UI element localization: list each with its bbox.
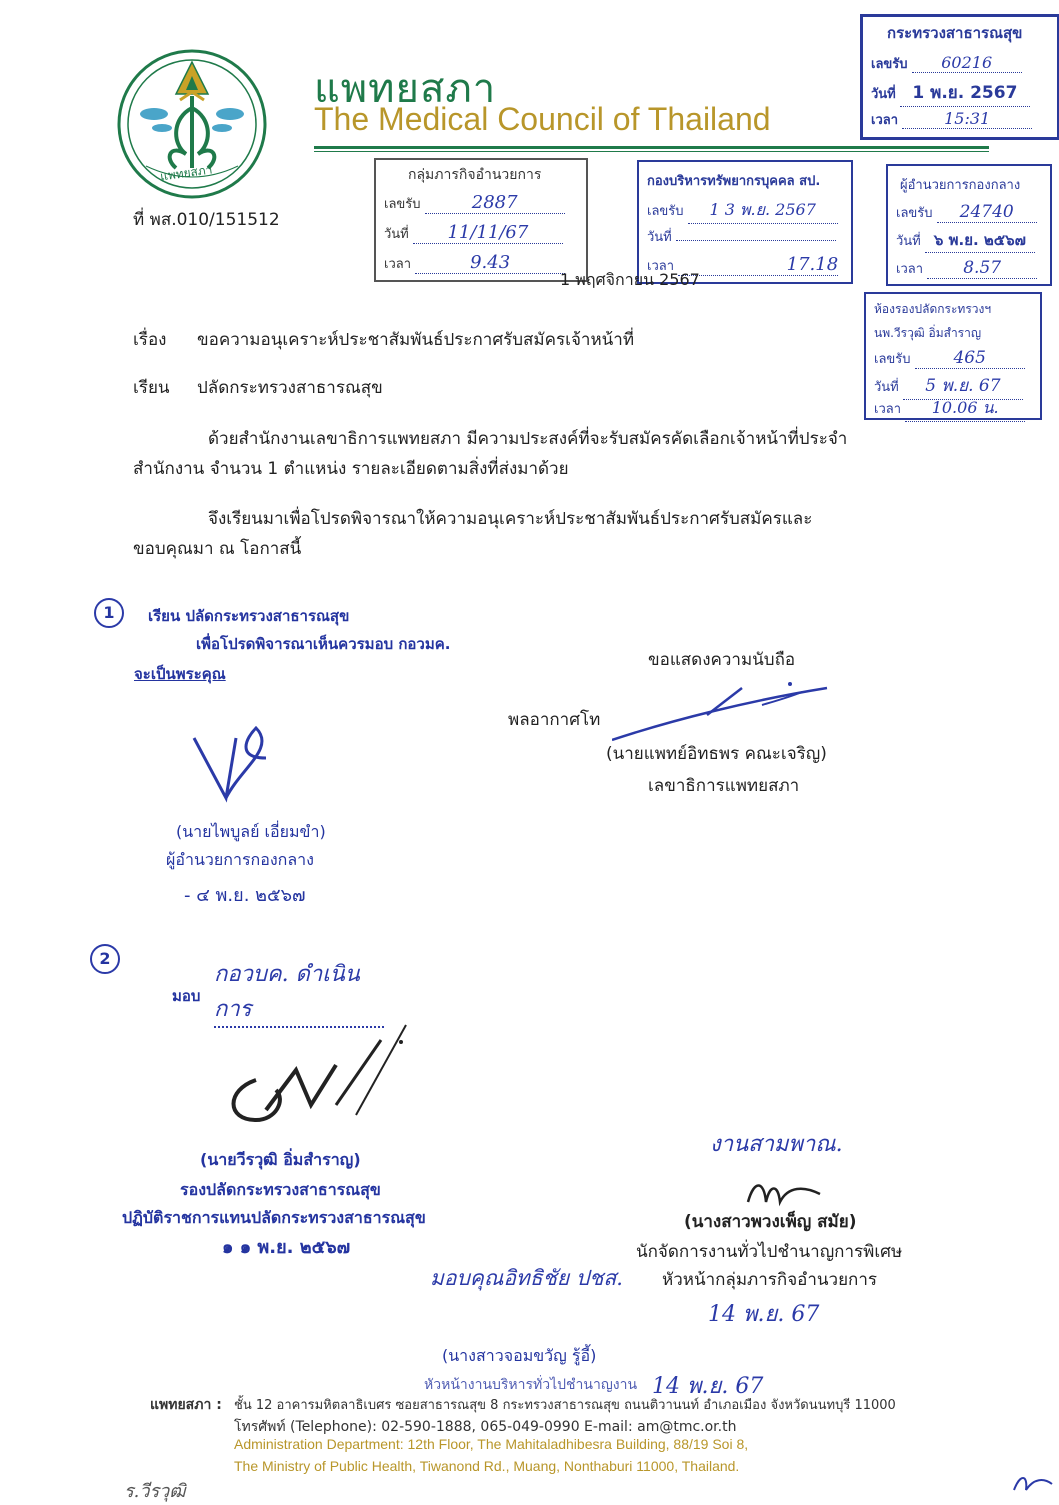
footer-address-thai: ชั้น 12 อาคารมหิตลาธิเบศร ซอยสาธารณสุข 8 กระทรวงสาธารณสุข ถนนติวานนท์ อำเภอเมือง จังหวัดนนทบุรี 11000 [234, 1398, 896, 1413]
closing-regards: ขอแสดงความนับถือ [648, 650, 796, 670]
stamp-received-row: เลขรับ 60216 [871, 53, 1022, 74]
stamp-received-row: เลขรับ 1 3 พ.ย. 2567 [647, 198, 838, 224]
margin-initials [1010, 1470, 1056, 1502]
note-3-position: นักจัดการงานทั่วไปชำนาญการพิเศษ [636, 1242, 903, 1262]
org-name-english: The Medical Council of Thailand [314, 101, 771, 137]
note-2-marker: 2 [90, 944, 120, 974]
stamp-time-row: เวลา 9.43 [384, 252, 565, 274]
central-division-stamp [886, 164, 1052, 286]
stamp-received-row: เลขรับ 2887 [384, 192, 565, 214]
stamp-time-row: เวลา 10.06 น. [874, 396, 1025, 422]
stamp-title: กระทรวงสาธารณสุข [887, 24, 1023, 42]
org-name-thai: แพทยสภา [314, 66, 497, 112]
body-paragraph-1-line-2: สำนักงาน จำนวน 1 ตำแหน่ง รายละเอียดตามสิ่งที่ส่งมาด้วย [133, 459, 569, 479]
stamp-date-row: วันที่ [647, 226, 836, 247]
note-1-position: ผู้อำนวยการกองกลาง [166, 850, 314, 869]
note-1-line-3: จะเป็นพระคุณ [134, 665, 226, 683]
stamp-date-row: วันที่ 11/11/67 [384, 222, 563, 244]
stamp-time-row: เวลา 15:31 [871, 109, 1032, 130]
deputy-signature [216, 1020, 416, 1134]
stamp-date-row: วันที่ ๖ พ.ย. ๒๕๖๗ [896, 228, 1035, 253]
note-1-line-1: เรียน ปลัดกระทรวงสาธารณสุข [148, 607, 350, 625]
stamp-title: กลุ่มภารกิจอำนวยการ [408, 167, 542, 183]
seal-text: แพทยสภา [159, 162, 214, 184]
footer-label: แพทยสภา : [150, 1397, 222, 1413]
note-3-name: (นางสาวพวงเพ็ญ สมัย) [684, 1212, 857, 1232]
stamp-received-row: เลขรับ 465 [874, 348, 1025, 369]
stamp-time-row: เวลา 17.18 [647, 254, 839, 275]
header-rule-thin [314, 151, 989, 152]
note-3-date: 14 พ.ย. 67 [708, 1302, 820, 1327]
closing-position: เลขาธิการแพทยสภา [648, 776, 800, 796]
admin-group-stamp [374, 158, 588, 282]
medical-council-seal [116, 48, 268, 200]
stamp-received-row: เลขรับ 24740 [896, 202, 1037, 223]
closing-rank: พลอากาศโท [508, 710, 601, 730]
note-1-marker: 1 [94, 598, 124, 628]
stamp-date-row: วันที่ 1 พ.ย. 2567 [871, 79, 1030, 107]
note-2-assign-label: มอบ [172, 987, 201, 1005]
note-3-handwritten-top: งานสามพาณ. [710, 1132, 843, 1157]
subject-text: ขอความอนุเคราะห์ประชาสัมพันธ์ประกาศรับสมัครเจ้าหน้าที่ [197, 330, 635, 350]
closing-name: (นายแพทย์อิทธพร คณะเจริญ) [606, 744, 827, 764]
stamp-date-row: วันที่ 5 พ.ย. 67 [874, 372, 1023, 400]
note-1-name: (นายไพบูลย์ เอี่ยมขำ) [176, 822, 326, 841]
stamp-subtitle: นพ.วีรวุฒิ อิ่มสำราญ [874, 326, 982, 340]
note-3-role: หัวหน้ากลุ่มภารกิจอำนวยการ [662, 1270, 878, 1290]
stamp-title: ผู้อำนวยการกองกลาง [900, 178, 1021, 193]
recipient-label: เรียน [133, 378, 170, 398]
footer-address-english-1: Administration Department: 12th Floor, The Mahitaladhibesra Building, 88/19 Soi 8, [234, 1436, 749, 1452]
stamp-title: ห้องรองปลัดกระทรวงฯ [874, 302, 992, 316]
letter-date: 1 พฤศจิกายน 2567 [560, 270, 700, 289]
body-paragraph-1-line-1: ด้วยสำนักงานเลขาธิการแพทยสภา มีความประสงค์ที่จะรับสมัครคัดเลือกเจ้าหน้าที่ประจำ [208, 429, 848, 449]
director-signature [186, 708, 286, 812]
recipient-text: ปลัดกระทรวงสาธารณสุข [197, 378, 383, 398]
margin-note-bottom-left: ร.วีรวุฒิ [124, 1481, 186, 1502]
stamp-title: กองบริหารทรัพยากรบุคคล สป. [647, 174, 821, 189]
note-2-acting: ปฏิบัติราชการแทนปลัดกระทรวงสาธารณสุข [122, 1208, 426, 1227]
note-4-name: (นางสาวจอมขวัญ รู้อี้) [442, 1346, 597, 1365]
hr-division-stamp [637, 160, 853, 284]
body-paragraph-2-line-2: ขอบคุณมา ณ โอกาสนี้ [133, 539, 302, 559]
note-2-assign-value: กอวบค. ดำเนินการ [214, 956, 384, 1028]
subject-label: เรื่อง [133, 330, 167, 350]
note-2-name: (นายวีรวุฒิ อิ่มสำราญ) [200, 1150, 361, 1169]
stamp-time-row: เวลา 8.57 [896, 258, 1037, 279]
note-1-date: - ๔ พ.ย. ๒๕๖๗ [184, 885, 306, 906]
note-2-position: รองปลัดกระทรวงสาธารณสุข [180, 1180, 381, 1199]
ministry-receipt-stamp [860, 14, 1059, 140]
footer-address-english-2: The Ministry of Public Health, Tiwanond Rd., Muang, Nonthaburi 11000, Thailand. [234, 1458, 740, 1474]
footer-phone-email: โทรศัพท์ (Telephone): 02-590-1888, 065-049-0990 E-mail: am@tmc.or.th [234, 1419, 737, 1435]
note-3-handwritten-left: มอบคุณอิทธิชัย ปชส. [430, 1266, 623, 1290]
reference-number: ที่ พส.010/151512 [133, 210, 280, 230]
note-4-date: 14 พ.ย. 67 [652, 1374, 764, 1399]
header-rule [314, 146, 989, 149]
note-1-line-2: เพื่อโปรดพิจารณาเห็นควรมอบ กอวมค. [196, 635, 451, 653]
note-2-date: ๑ ๑ พ.ย. ๒๕๖๗ [222, 1237, 351, 1258]
deputy-room-stamp [864, 292, 1042, 420]
body-paragraph-2-line-1: จึงเรียนมาเพื่อโปรดพิจารณาให้ความอนุเคราะห์ประชาสัมพันธ์ประกาศรับสมัครและ [208, 509, 813, 529]
note-4-role: หัวหน้างานบริหารทั่วไปชำนาญงาน [424, 1377, 638, 1393]
